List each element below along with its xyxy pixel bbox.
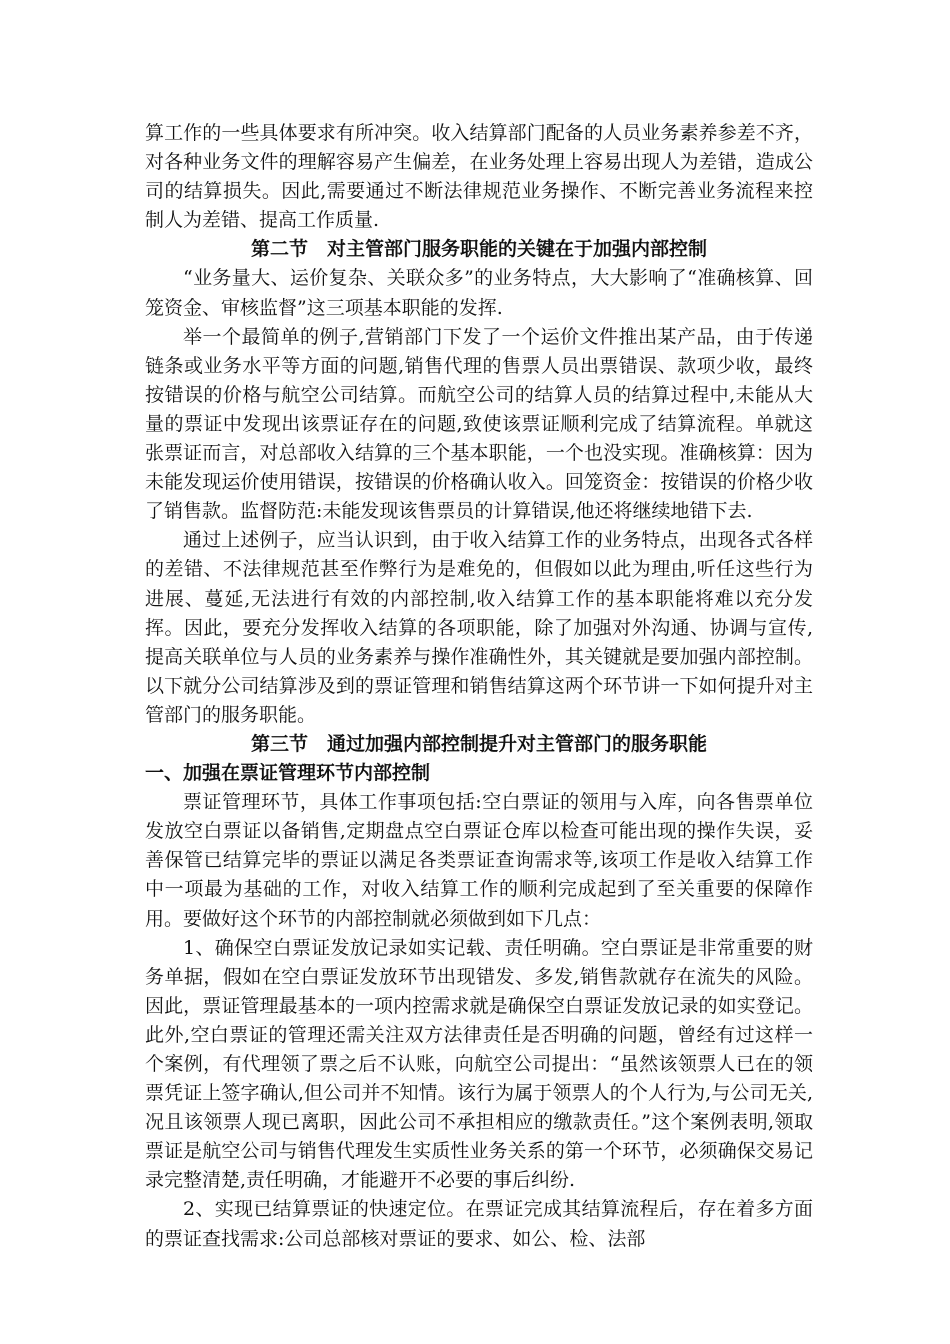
paragraph-point-1: 1、确保空白票证发放记录如实记载、责任明确。空白票证是非常重要的财务单据，假如在空白票证发放环节出现错发、多发,销售款就存在流失的风险。因此，票证管理最基本的一项内控需求就是确保空白票证发放记录的如实登记。此外,空白票证的管理还需关注双方法律责任是否明确的问题，曾经有过这样一个案例，有代理领了票之后不认账，向航空公司提出：“虽然该领票人已在的领票凭证上签字确认,但公司并不知情。该行为属于领票人的个人行为,与公司无关,况且该领票人现已离职，因此公司不承担相应的缴款责任。”这个案例表明,领取票证是航空公司与销售代理发生实质性业务关系的第一个环节，必须确保交易记录完整清楚,责任明确，才能避开不必要的事后纠纷. (145, 936, 813, 1192)
section-heading-2: 第二节 对主管部门服务职能的关键在于加强内部控制 (250, 238, 707, 261)
paragraph-business-features: “业务量大、运价复杂、关联众多”的业务特点，大大影响了“准确核算、回笼资金、审核监督”这三项基本职能的发挥. (145, 267, 813, 319)
paragraph-point-2: 2、实现已结算票证的快速定位。在票证完成其结算流程后，存在着多方面的票证查找需求:公司总部核对票证的要求、如公、检、法部 (145, 1198, 813, 1250)
paragraph-ticket-management: 票证管理环节，具体工作事项包括:空白票证的领用与入库，向各售票单位发放空白票证以备销售,定期盘点空白票证仓库以检查可能出现的操作失误，妥善保管已结算完毕的票证以满足各类票证查询需求等,该项工作是收入结算工作中一项最为基础的工作，对收入结算工作的顺利完成起到了至关重要的保障作用。要做好这个环节的内部控制就必须做到如下几点： (145, 791, 813, 930)
paragraph-conclusion: 通过上述例子，应当认识到，由于收入结算工作的业务特点，出现各式各样的差错、不法律规范甚至作弊行为是难免的，但假如以此为理由,听任这些行为进展、蔓延,无法进行有效的内部控制,收入结算工作的基本职能将难以充分发挥。因此，要充分发挥收入结算的各项职能，除了加强对外沟通、协调与宣传,提高关联单位与人员的业务素养与操作准确性外，其关键就是要加强内部控制。以下就分公司结算涉及到的票证管理和销售结算这两个环节讲一下如何提升对主管部门的服务职能。 (145, 529, 813, 726)
subsection-heading-1: 一、加强在票证管理环节内部控制 (145, 762, 431, 785)
paragraph-example: 举一个最简单的例子,营销部门下发了一个运价文件推出某产品，由于传递链条或业务水平等方面的问题,销售代理的售票人员出票错误、款项少收，最终按错误的价格与航空公司结算。而航空公司的结算人员的结算过程中,未能从大量的票证中发现出该票证存在的问题,致使该票证顺利完成了结算流程。单就这张票证而言，对总部收入结算的三个基本职能，一个也没实现。准确核算：因为未能发现运价使用错误，按错误的价格确认收入。回笼资金：按错误的价格少收了销售款。监督防范:未能发现该售票员的计算错误,他还将继续地错下去. (145, 325, 813, 523)
paragraph-intro: 算工作的一些具体要求有所冲突。收入结算部门配备的人员业务素养参差不齐，对各种业务文件的理解容易产生偏差，在业务处理上容易出现人为差错，造成公司的结算损失。因此,需要通过不断法律规范业务操作、不断完善业务流程来控制人为差错、提高工作质量. (145, 122, 813, 232)
document-page (145, 119, 813, 1254)
section-heading-3: 第三节 通过加强内部控制提升对主管部门的服务职能 (250, 732, 707, 755)
